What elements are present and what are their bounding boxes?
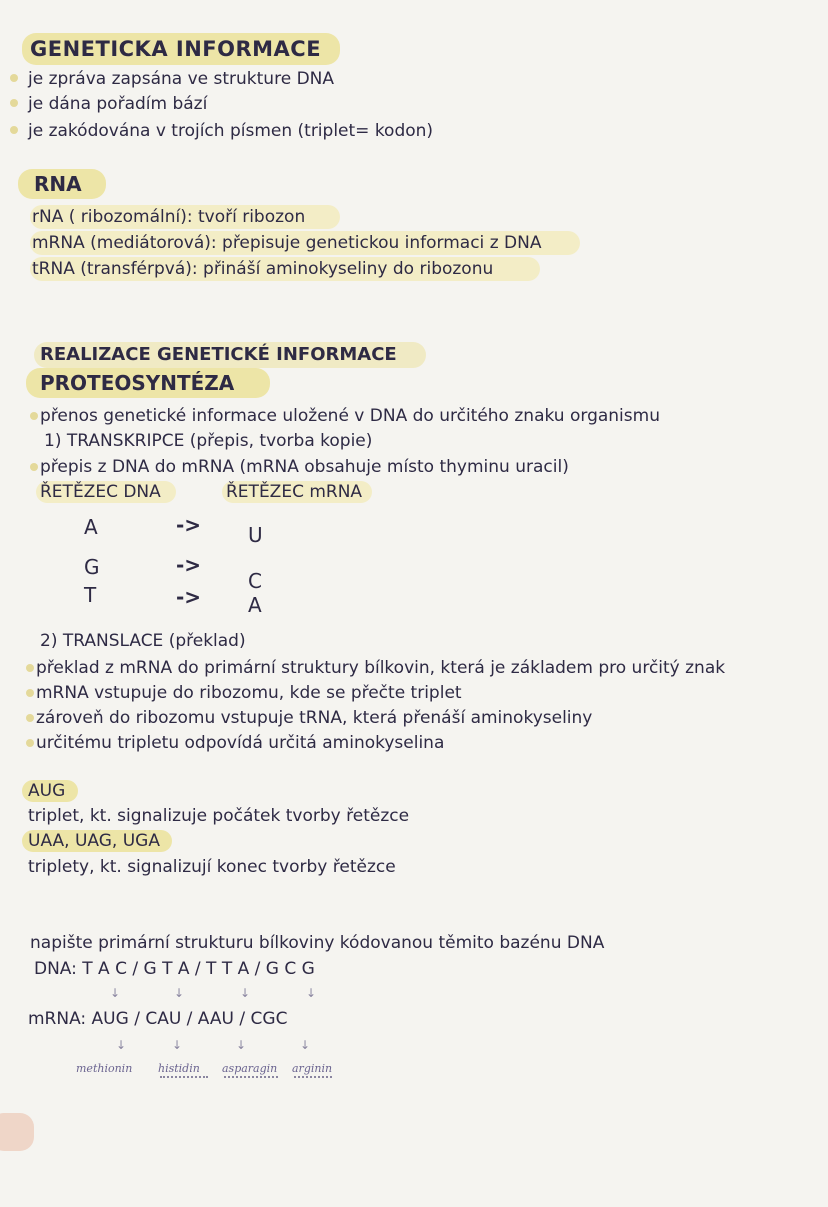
down-arrow-icon: ↓ bbox=[174, 986, 185, 1000]
list-item: přepis z DNA do mRNA (mRNA obsahuje místo thyminu uracil) bbox=[40, 457, 569, 477]
stop-codon-label: UAA, UAG, UGA bbox=[28, 831, 160, 851]
arrow-icon: -> bbox=[176, 585, 202, 609]
start-codon-text: triplet, kt. signalizuje počátek tvorby řetězce bbox=[28, 806, 410, 826]
amino-acid-answer: arginin bbox=[292, 1062, 333, 1075]
exercise-dna-sequence: DNA: T A C / G T A / T T A / G C G bbox=[34, 959, 315, 979]
dna-base: G bbox=[84, 555, 100, 579]
section-title-realization: REALIZACE GENETICKÉ INFORMACE bbox=[40, 344, 397, 365]
rna-base: U bbox=[248, 523, 263, 547]
step-transcription: 1) TRANSKRIPCE (přepis, tvorba kopie) bbox=[44, 431, 373, 451]
section-title-rna: RNA bbox=[34, 172, 82, 196]
arrow-icon: -> bbox=[176, 553, 202, 577]
rna-type-line: mRNA (mediátorová): přepisuje genetickou informaci z DNA bbox=[32, 233, 542, 253]
section-title-genetic-info: GENETICKA INFORMACE bbox=[30, 37, 322, 61]
answer-underline bbox=[224, 1076, 278, 1078]
down-arrow-icon: ↓ bbox=[236, 1038, 247, 1052]
bullet-dot bbox=[26, 689, 34, 697]
answer-underline bbox=[294, 1076, 332, 1078]
down-arrow-icon: ↓ bbox=[306, 986, 317, 1000]
section-subtitle-proteosynthesis: PROTEOSYNTÉZA bbox=[40, 371, 235, 395]
bullet-dot bbox=[10, 74, 18, 82]
answer-underline bbox=[160, 1076, 208, 1078]
down-arrow-icon: ↓ bbox=[172, 1038, 183, 1052]
down-arrow-icon: ↓ bbox=[300, 1038, 311, 1052]
rna-base: C bbox=[248, 569, 262, 593]
rna-type-line: tRNA (transférpvá): přináší aminokyseliny do ribozonu bbox=[32, 259, 494, 279]
bullet-dot bbox=[26, 714, 34, 722]
list-item: je dána pořadím bází bbox=[28, 94, 208, 114]
arrow-icon: -> bbox=[176, 513, 202, 537]
rna-type-line: rNA ( ribozomální): tvoří ribozon bbox=[32, 207, 306, 227]
down-arrow-icon: ↓ bbox=[110, 986, 121, 1000]
bullet-dot bbox=[10, 126, 18, 134]
dna-base: T bbox=[84, 583, 97, 607]
bullet-dot bbox=[26, 739, 34, 747]
exercise-prompt: napište primární strukturu bílkoviny kódovanou těmito bazénu DNA bbox=[30, 933, 605, 953]
step-translation: 2) TRANSLACE (překlad) bbox=[40, 631, 246, 651]
intro-line: přenos genetické informace uložené v DNA do určitého znaku organismu bbox=[40, 406, 660, 426]
amino-acid-answer: asparagin bbox=[222, 1062, 278, 1075]
bullet-dot bbox=[26, 664, 34, 672]
bullet-dot bbox=[30, 463, 38, 471]
down-arrow-icon: ↓ bbox=[240, 986, 251, 1000]
column-mrna: ŘETĚZEC mRNA bbox=[226, 482, 363, 502]
dna-base: A bbox=[84, 515, 98, 539]
amino-acid-answer: methionin bbox=[76, 1062, 133, 1075]
amino-acid-answer: histidin bbox=[158, 1062, 200, 1075]
start-codon-label: AUG bbox=[28, 781, 66, 801]
bullet-dot bbox=[30, 412, 38, 420]
bullet-dot bbox=[10, 99, 18, 107]
exercise-mrna-sequence: mRNA: AUG / CAU / AAU / CGC bbox=[28, 1009, 288, 1029]
column-dna: ŘETĚZEC DNA bbox=[40, 482, 161, 502]
list-item: je zakódována v trojích písmen (triplet= kodon) bbox=[28, 121, 434, 141]
page-corner-tab bbox=[0, 1113, 34, 1151]
rna-base: A bbox=[248, 593, 262, 617]
list-item: mRNA vstupuje do ribozomu, kde se přečte triplet bbox=[36, 683, 462, 703]
list-item: určitému tripletu odpovídá určitá aminokyselina bbox=[36, 733, 445, 753]
list-item: zároveň do ribozomu vstupuje tRNA, která přenáší aminokyseliny bbox=[36, 708, 593, 728]
down-arrow-icon: ↓ bbox=[116, 1038, 127, 1052]
stop-codon-text: triplety, kt. signalizují konec tvorby řetězce bbox=[28, 857, 396, 877]
list-item: je zpráva zapsána ve strukture DNA bbox=[28, 69, 334, 89]
list-item: překlad z mRNA do primární struktury bílkovin, která je základem pro určitý znak bbox=[36, 658, 726, 678]
